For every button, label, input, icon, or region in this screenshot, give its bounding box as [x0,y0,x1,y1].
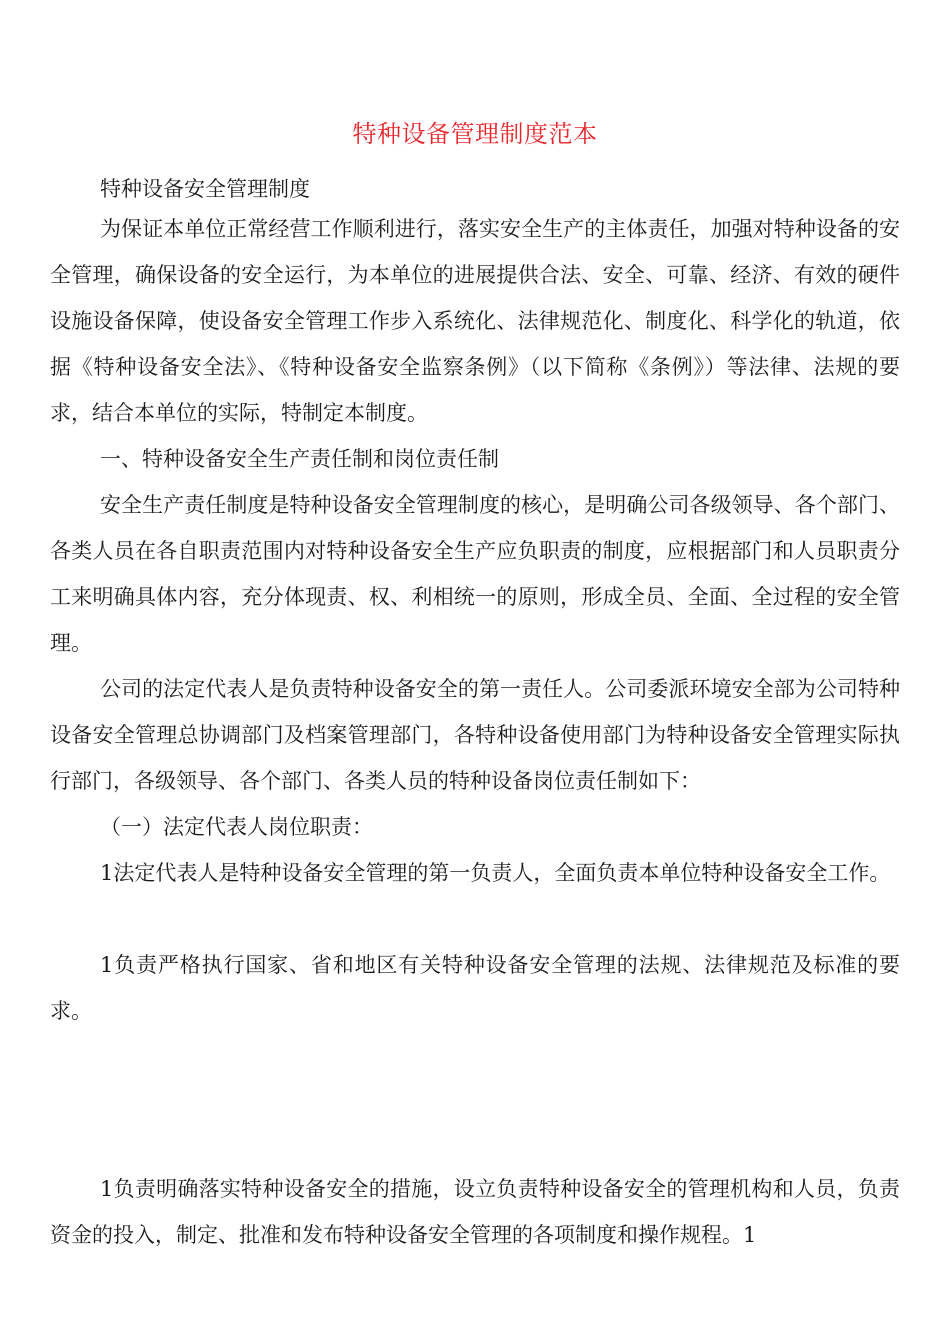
section-heading-1: 一、特种设备安全生产责任制和岗位责任制 [100,447,499,471]
document-subtitle: 特种设备安全管理制度 [100,177,310,201]
paragraph-responsibility-system: 安全生产责任制度是特种设备安全管理制度的核心，是明确公司各级领导、各个部门、各类人员在各自职责范围内对特种设备安全生产应负职责的制度，应根据部门和人员职责分工来明确具体内容，充分体现责、权、利相统一的原则，形成全员、全面、全过程的安全管理。 [50,493,900,655]
subsection-heading-1: （一）法定代表人岗位职责： [100,815,373,839]
list-item-1: 1法定代表人是特种设备安全管理的第一负责人，全面负责本单位特种设备安全工作。 [100,861,891,885]
list-item-3: 1负责明确落实特种设备安全的措施，设立负责特种设备安全的管理机构和人员，负责资金的投入，制定、批准和发布特种设备安全管理的各项制度和操作规程。1 [50,1177,900,1247]
paragraph-legal-representative: 公司的法定代表人是负责特种设备安全的第一责任人。公司委派环境安全部为公司特种设备安全管理总协调部门及档案管理部门，各特种设备使用部门为特种设备安全管理实际执行部门，各级领导、各个部门、各类人员的特种设备岗位责任制如下： [50,677,900,793]
paragraph-intro: 为保证本单位正常经营工作顺利进行，落实安全生产的主体责任，加强对特种设备的安全管理，确保设备的安全运行，为本单位的进展提供合法、安全、可靠、经济、有效的硬件设施设备保障，使设备安全管理工作步入系统化、法律规范化、制度化、科学化的轨道，依据《特种设备安全法》、《特种设备安全监察条例》（以下简称《条例》）等法律、法规的要求，结合本单位的实际，特制定本制度。 [50,217,900,425]
list-item-2: 1负责严格执行国家、省和地区有关特种设备安全管理的法规、法律规范及标准的要求。 [50,953,900,1023]
document-title: 特种设备管理制度范本 [352,120,598,148]
